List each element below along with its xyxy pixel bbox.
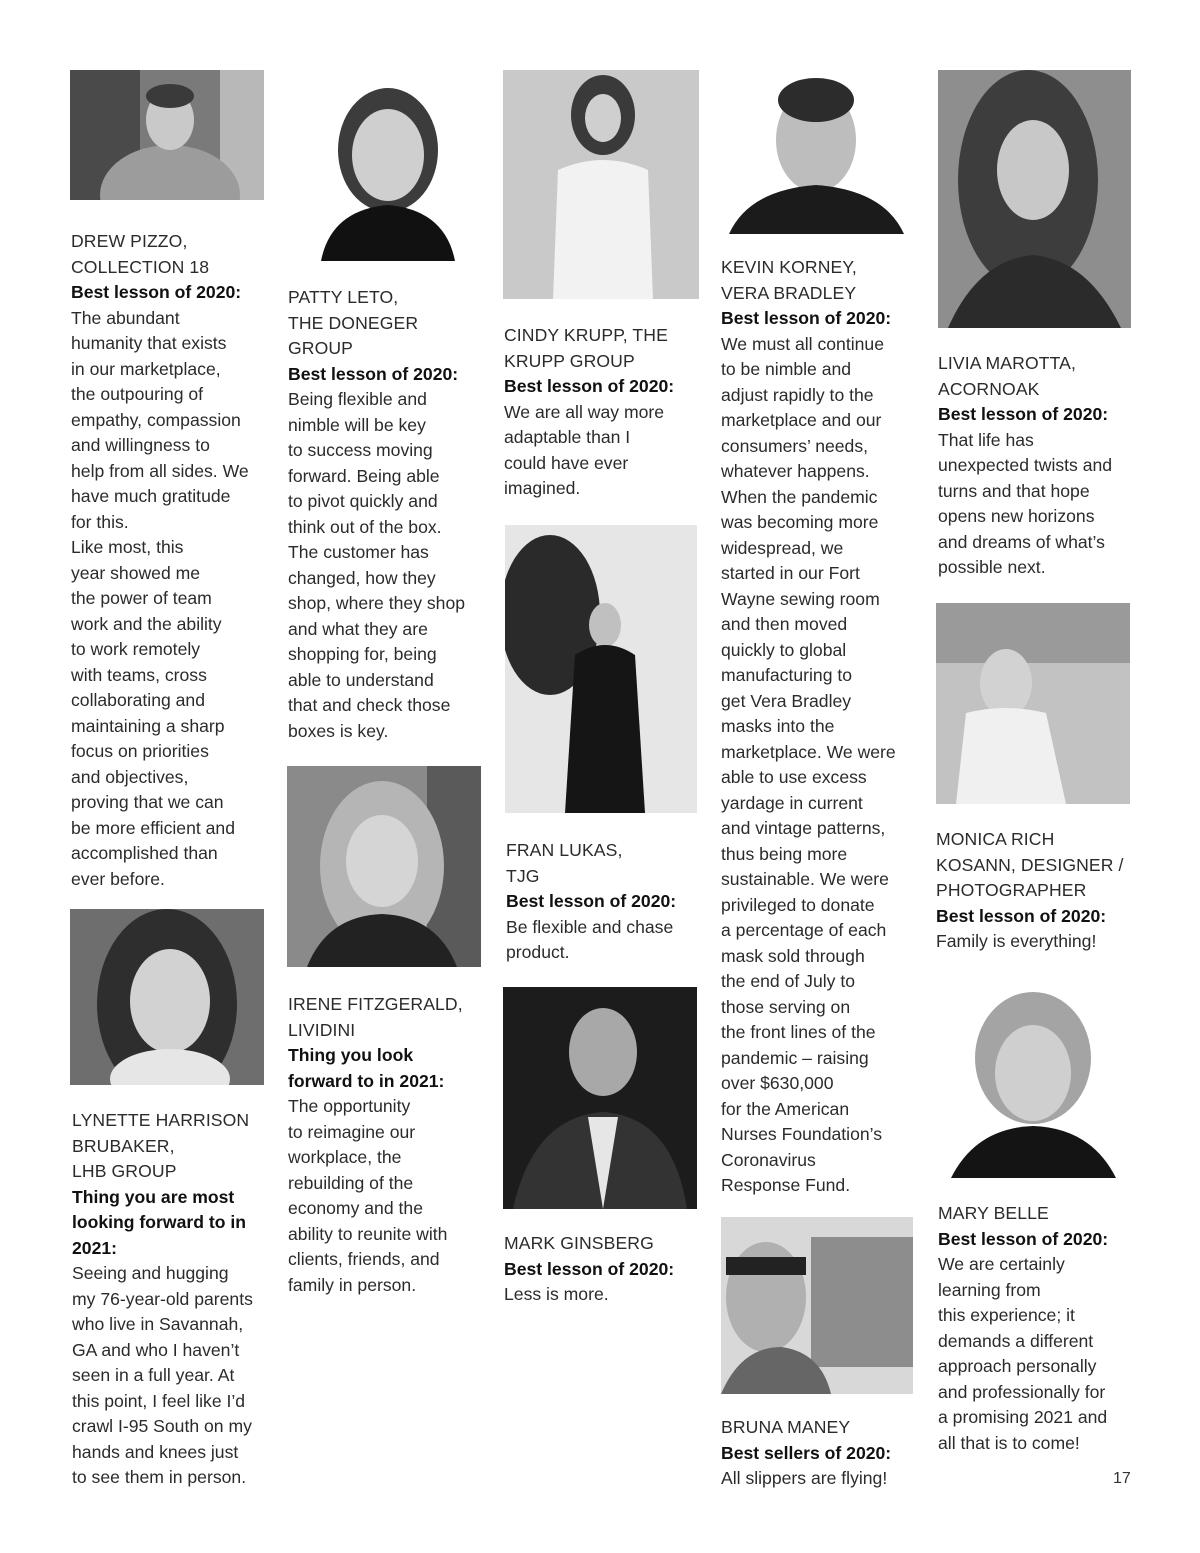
question-label: Best lesson of 2020: bbox=[938, 404, 1109, 424]
photo-kevin-korney bbox=[719, 70, 914, 234]
photo-patty-leto bbox=[301, 70, 475, 261]
photo-irene-fitzgerald bbox=[287, 766, 481, 967]
profile-patty-leto bbox=[288, 285, 488, 744]
question-label: Thing you are most looking forward to in 2021: bbox=[72, 1186, 246, 1258]
photo-bruna-maney bbox=[721, 1217, 913, 1394]
profile-cindy-krupp bbox=[504, 323, 709, 502]
question-label: Best lesson of 2020: bbox=[71, 282, 242, 302]
photo-mary-belle bbox=[936, 978, 1130, 1178]
person-name: MARY BELLE bbox=[938, 1203, 1049, 1223]
answer-text: Family is everything! bbox=[936, 931, 1097, 951]
profile-irene-fitzgerald bbox=[288, 992, 488, 1298]
profile-monica-rich-kosann bbox=[936, 827, 1141, 955]
person-name: LYNETTE HARRISON BRUBAKER, LHB GROUP bbox=[72, 1110, 250, 1181]
person-name: IRENE FITZGERALD, LIVIDINI bbox=[288, 994, 463, 1040]
profile-livia-marotta bbox=[938, 351, 1143, 581]
question-label: Best lesson of 2020: bbox=[288, 363, 459, 384]
person-name: CINDY KRUPP, THE KRUPP GROUP bbox=[504, 325, 668, 371]
answer-text: The opportunity to reimagine our workplace, the rebuilding of the economy and the ability to reunite with clients, friends, and family in person. bbox=[288, 1096, 448, 1295]
photo-monica-rich-kosann bbox=[936, 603, 1130, 804]
photo-drew-pizzo bbox=[70, 70, 264, 200]
answer-text: Seeing and hugging my 76-year-old parents who live in Savannah, GA and who I haven’t seen in a full year. At this point, I feel like I’d crawl I-95 South on my hands and knees just to see them in person. bbox=[72, 1263, 253, 1487]
question-label: Best sellers of 2020: bbox=[721, 1442, 892, 1463]
person-name: KEVIN KORNEY, VERA BRADLEY bbox=[721, 257, 857, 303]
question-label: Best lesson of 2020: bbox=[504, 376, 675, 396]
person-name: PATTY LETO, THE DONEGER GROUP bbox=[288, 287, 419, 358]
question-label: Best lesson of 2020: bbox=[506, 891, 677, 911]
page-number: 17 bbox=[1113, 1470, 1131, 1487]
person-name: FRAN LUKAS, TJG bbox=[506, 840, 623, 886]
answer-text: We are certainly learning from this experience; it demands a different approach personally and professionally for a promising 2021 and all that is to come! bbox=[938, 1254, 1108, 1453]
person-name: DREW PIZZO, COLLECTION 18 bbox=[71, 231, 210, 277]
profile-drew-pizzo bbox=[71, 229, 271, 892]
photo-fran-lukas bbox=[505, 525, 697, 813]
person-name: BRUNA MANEY bbox=[721, 1417, 851, 1437]
answer-text: That life has unexpected twists and turns and that hope opens new horizons and dreams of what’s possible next. bbox=[938, 429, 1113, 577]
answer-text: Less is more. bbox=[504, 1284, 609, 1304]
profile-bruna-maney bbox=[721, 1415, 926, 1492]
photo-cindy-krupp bbox=[503, 70, 699, 299]
question-label: Best lesson of 2020: bbox=[504, 1258, 675, 1279]
profile-mary-belle bbox=[938, 1201, 1143, 1456]
question-label: Best lesson of 2020: bbox=[721, 308, 892, 328]
profile-lynette-harrison-brubaker bbox=[72, 1108, 277, 1491]
photo-mark-ginsberg bbox=[503, 987, 697, 1209]
person-name: LIVIA MAROTTA, ACORNOAK bbox=[938, 353, 1076, 399]
answer-text: Being flexible and nimble will be key to success moving forward. Being able to pivot quickly and think out of the box. The customer has changed, how they shop, where they shop and what they are shopping for, being able to understand that and check those boxes is key. bbox=[288, 389, 466, 741]
answer-text: Be flexible and chase product. bbox=[506, 916, 674, 962]
person-name: MARK GINSBERG bbox=[504, 1233, 654, 1253]
person-name: MONICA RICH KOSANN, DESIGNER / PHOTOGRAPHER bbox=[936, 829, 1124, 900]
profile-kevin-korney bbox=[721, 255, 926, 1199]
photo-lynette-harrison-brubaker bbox=[70, 909, 264, 1085]
question-label: Best lesson of 2020: bbox=[936, 905, 1107, 926]
answer-text: We are all way more adaptable than I could have ever imagined. bbox=[504, 401, 665, 498]
profile-fran-lukas bbox=[506, 838, 711, 966]
answer-text: All slippers are flying! bbox=[721, 1468, 888, 1488]
question-label: Thing you look forward to in 2021: bbox=[288, 1045, 445, 1091]
question-label: Best lesson of 2020: bbox=[938, 1228, 1109, 1249]
answer-text: We must all continue to be nimble and adjust rapidly to the marketplace and our consumers’ needs, whatever happens. When the pandemic was becoming more widespread, we started in our Fort Wayne sewing room and then moved quickly to global manufacturing to get Vera Bradley masks into the marketplace. We were able to use excess yardage in current and vintage patterns, thus being more sustainable. We were privileged to donate a percentage of each mask sold through the end of July to those serving on the front lines of the pandemic – raising over $630,000 for the American Nurses Foundation’s Coronavirus Response Fund. bbox=[721, 333, 896, 1195]
photo-livia-marotta bbox=[938, 70, 1131, 328]
answer-text: The abundant humanity that exists in our marketplace, the outpouring of empathy, compassion and willingness to help from all sides. We have much gratitude for this. Like most, this year showed me the power of team work and the ability to work remotely with teams, cross collaborating and maintaining a sharp focus on priorities and objectives, proving that we can be more efficient and accomplished than ever before. bbox=[71, 307, 249, 889]
profile-mark-ginsberg bbox=[504, 1231, 709, 1308]
